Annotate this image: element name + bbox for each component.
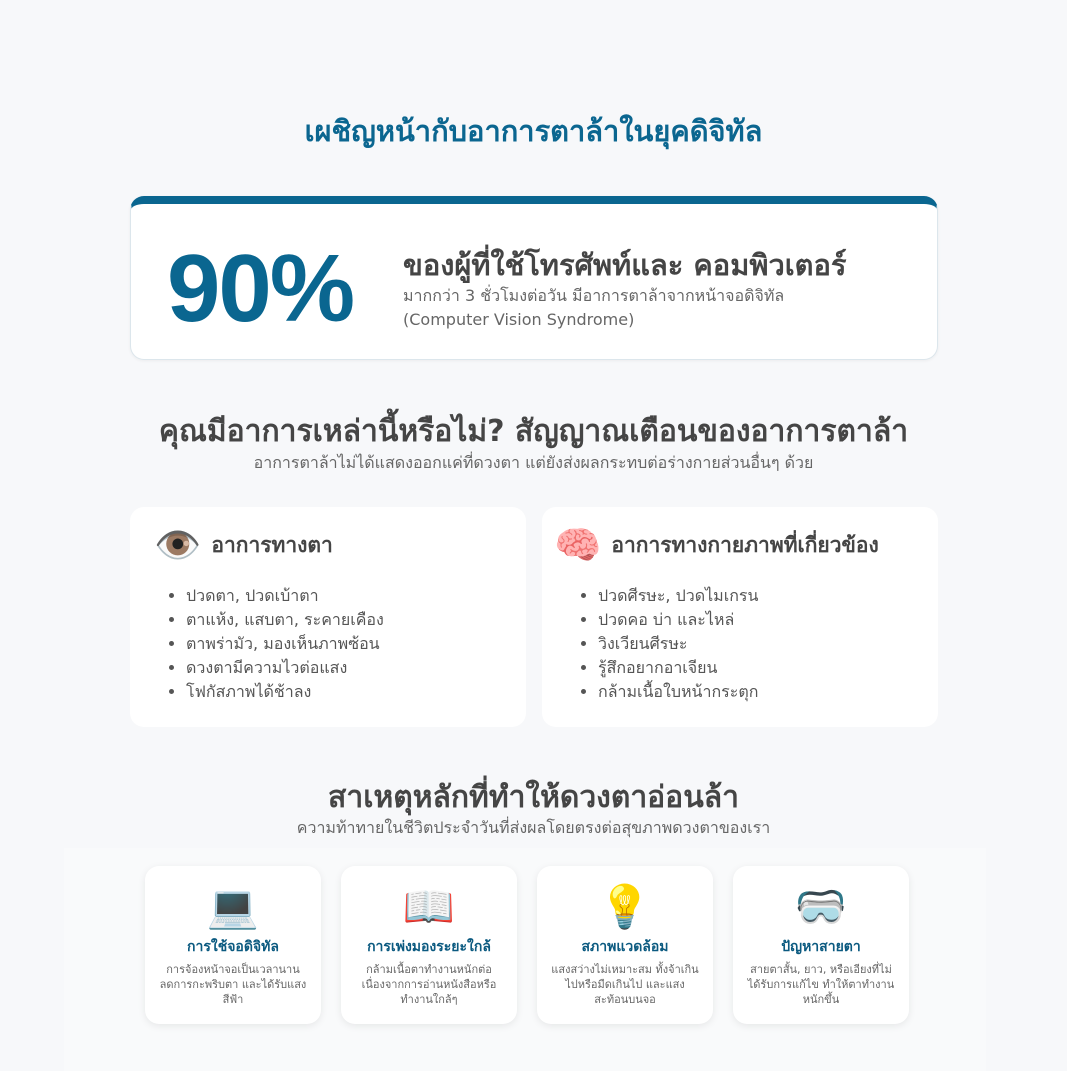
brain-icon: 🧠 (554, 523, 602, 567)
cause-title: การใช้จอดิจิทัล (187, 939, 279, 955)
eye-symptoms-list (186, 584, 384, 704)
laptop-icon: 💻 (206, 882, 260, 931)
light-bulb-icon: 💡 (598, 882, 652, 931)
list-item: • ปวดคอ บ่า และไหล่ (598, 608, 758, 632)
symptoms-subtitle: อาการตาล้าไม่ได้แสดงออกแค่ที่ดวงตา แต่ยังส่งผลกระทบต่อร่างกายส่วนอื่นๆ ด้วย (253, 453, 814, 472)
glasses-icon: 🥽 (794, 882, 848, 931)
list-item: • โฟกัสภาพได้ช้าลง (186, 680, 384, 704)
cause-card-near-focus (341, 866, 517, 1024)
stat-desc-line1: มากกว่า 3 ชั่วโมงต่อวัน มีอาการตาล้าจากหน้าจอดิจิทัล (403, 286, 785, 305)
cause-title: สภาพแวดล้อม (581, 939, 669, 955)
list-item: • ตาพร่ามัว, มองเห็นภาพซ้อน (186, 632, 384, 656)
page-title: เผชิญหน้ากับอาการตาล้าในยุคดิจิทัล (304, 114, 763, 148)
cause-card-digital-screen (145, 866, 321, 1024)
list-item: • วิงเวียนศีรษะ (598, 632, 758, 656)
cause-title: ปัญหาสายตา (781, 939, 861, 955)
list-item: • กล้ามเนื้อใบหน้ากระตุก (598, 680, 758, 704)
stat-description (403, 284, 903, 332)
cause-description: การจ้องหน้าจอเป็นเวลานาน ลดการกะพริบตา และได้รับแสงสีฟ้า (159, 963, 307, 1006)
stat-number: 90% (167, 235, 354, 342)
body-symptoms-card (542, 507, 938, 727)
cause-card-environment (537, 866, 713, 1024)
eye-icon: 👁️ (154, 523, 202, 567)
list-item: • ปวดตา, ปวดเบ้าตา (186, 584, 384, 608)
symptoms-title: คุณมีอาการเหล่านี้หรือไม่? สัญญาณเตือนของอาการตาล้า (158, 414, 909, 449)
causes-title: สาเหตุหลักที่ทำให้ดวงตาอ่อนล้า (328, 780, 739, 815)
eye-symptoms-label: อาการทางตา (211, 532, 333, 557)
cause-description: กล้ามเนื้อตาทำงานหนักต่อเนื่องจากการอ่านหนังสือหรือทำงานใกล้ๆ (361, 963, 497, 1006)
list-item: • รู้สึกอยากอาเจียน (598, 656, 758, 680)
eye-symptoms-card (130, 507, 526, 727)
list-item: • ดวงตามีความไวต่อแสง (186, 656, 384, 680)
stat-heading: ของผู้ที่ใช้โทรศัพท์และ คอมพิวเตอร์ (403, 248, 847, 282)
list-item: • ปวดศีรษะ, ปวดไมเกรน (598, 584, 758, 608)
body-symptoms-list (598, 584, 758, 704)
stat-desc-line2: (Computer Vision Syndrome) (403, 310, 635, 329)
cause-description: สายตาสั้น, ยาว, หรือเอียงที่ไม่ได้รับการแก้ไข ทำให้ตาทำงานหนักขึ้น (747, 963, 895, 1006)
cause-title: การเพ่งมองระยะใกล้ (367, 939, 491, 955)
book-icon: 📖 (402, 882, 456, 931)
cause-card-vision-problems (733, 866, 909, 1024)
causes-subtitle: ความท้าทายในชีวิตประจำวันที่ส่งผลโดยตรงต่อสุขภาพดวงตาของเรา (296, 818, 771, 837)
list-item: • ตาแห้ง, แสบตา, ระคายเคือง (186, 608, 384, 632)
cause-description: แสงสว่างไม่เหมาะสม ทั้งจ้าเกินไปหรือมืดเกินไป และแสงสะท้อนบนจอ (551, 963, 699, 1006)
body-symptoms-label: อาการทางกายภาพที่เกี่ยวข้อง (611, 532, 879, 557)
statistic-card (130, 196, 938, 360)
